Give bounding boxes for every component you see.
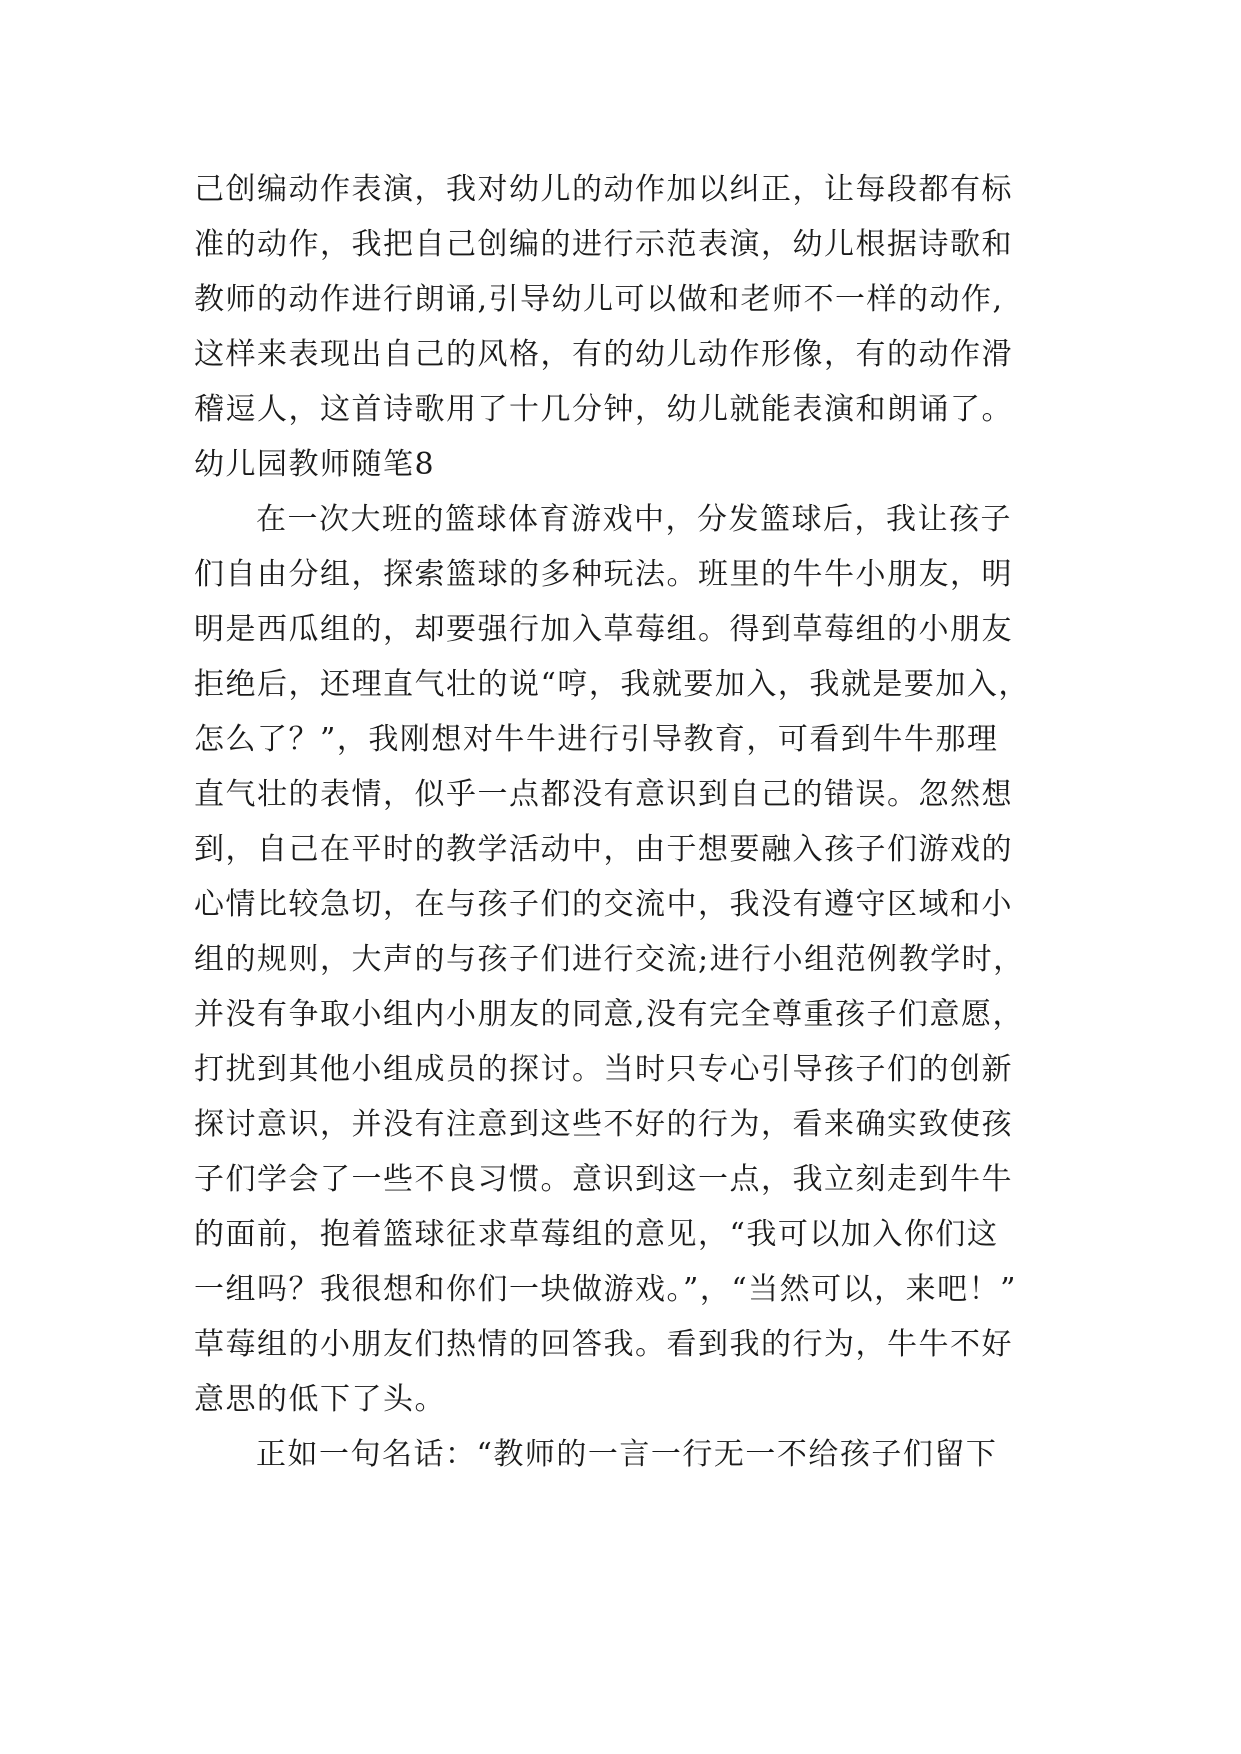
text-line: 己创编动作表演，我对幼儿的动作加以纠正，让每段都有标 [194,172,1013,207]
text-line: 怎么了？”，我刚想对牛牛进行引导教育，可看到牛牛那理 [194,722,999,757]
text-line: 直气壮的表情，似乎一点都没有意识到自己的错误。忽然想 [194,777,1013,812]
text-line: 稽逗人，这首诗歌用了十几分钟，幼儿就能表演和朗诵了。 [194,392,1013,427]
text-line: 教师的动作进行朗诵,引导幼儿可以做和老师不一样的动作, [194,282,1004,317]
text-line: 子们学会了一些不良习惯。意识到这一点，我立刻走到牛牛 [194,1162,1013,1197]
text-line: 明是西瓜组的，却要强行加入草莓组。得到草莓组的小朋友 [194,612,1013,647]
text-line: 这样来表现出自己的风格，有的幼儿动作形像，有的动作滑 [194,337,1013,372]
text-line: 正如一句名话：“教师的一言一行无一不给孩子们留下 [256,1437,998,1472]
text-line: 拒绝后，还理直气壮的说“哼，我就要加入，我就是要加入， [194,667,1030,702]
text-line: 意思的低下了头。 [194,1382,446,1417]
text-line: 探讨意识，并没有注意到这些不好的行为，看来确实致使孩 [194,1107,1013,1142]
text-line: 并没有争取小组内小朋友的同意,没有完全尊重孩子们意愿， [194,997,1025,1032]
text-line: 们自由分组，探索篮球的多种玩法。班里的牛牛小朋友，明 [194,557,1013,592]
section-heading: 幼儿园教师随笔8 [194,447,436,482]
text-line: 组的规则，大声的与孩子们进行交流;进行小组范例教学时， [194,942,1025,977]
text-line: 到，自己在平时的教学活动中，由于想要融入孩子们游戏的 [194,832,1013,867]
text-line: 心情比较急切，在与孩子们的交流中，我没有遵守区域和小 [194,887,1013,922]
text-line: 草莓组的小朋友们热情的回答我。看到我的行为，牛牛不好 [194,1327,1013,1362]
text-line: 一组吗？我很想和你们一块做游戏。”，“当然可以，来吧！” [194,1272,1018,1307]
text-line: 准的动作，我把自己创编的进行示范表演，幼儿根据诗歌和 [194,227,1013,262]
text-line: 的面前，抱着篮球征求草莓组的意见，“我可以加入你们这 [194,1217,999,1252]
text-line: 打扰到其他小组成员的探讨。当时只专心引导孩子们的创新 [194,1052,1013,1087]
text-line: 在一次大班的篮球体育游戏中，分发篮球后，我让孩子 [256,502,1012,537]
